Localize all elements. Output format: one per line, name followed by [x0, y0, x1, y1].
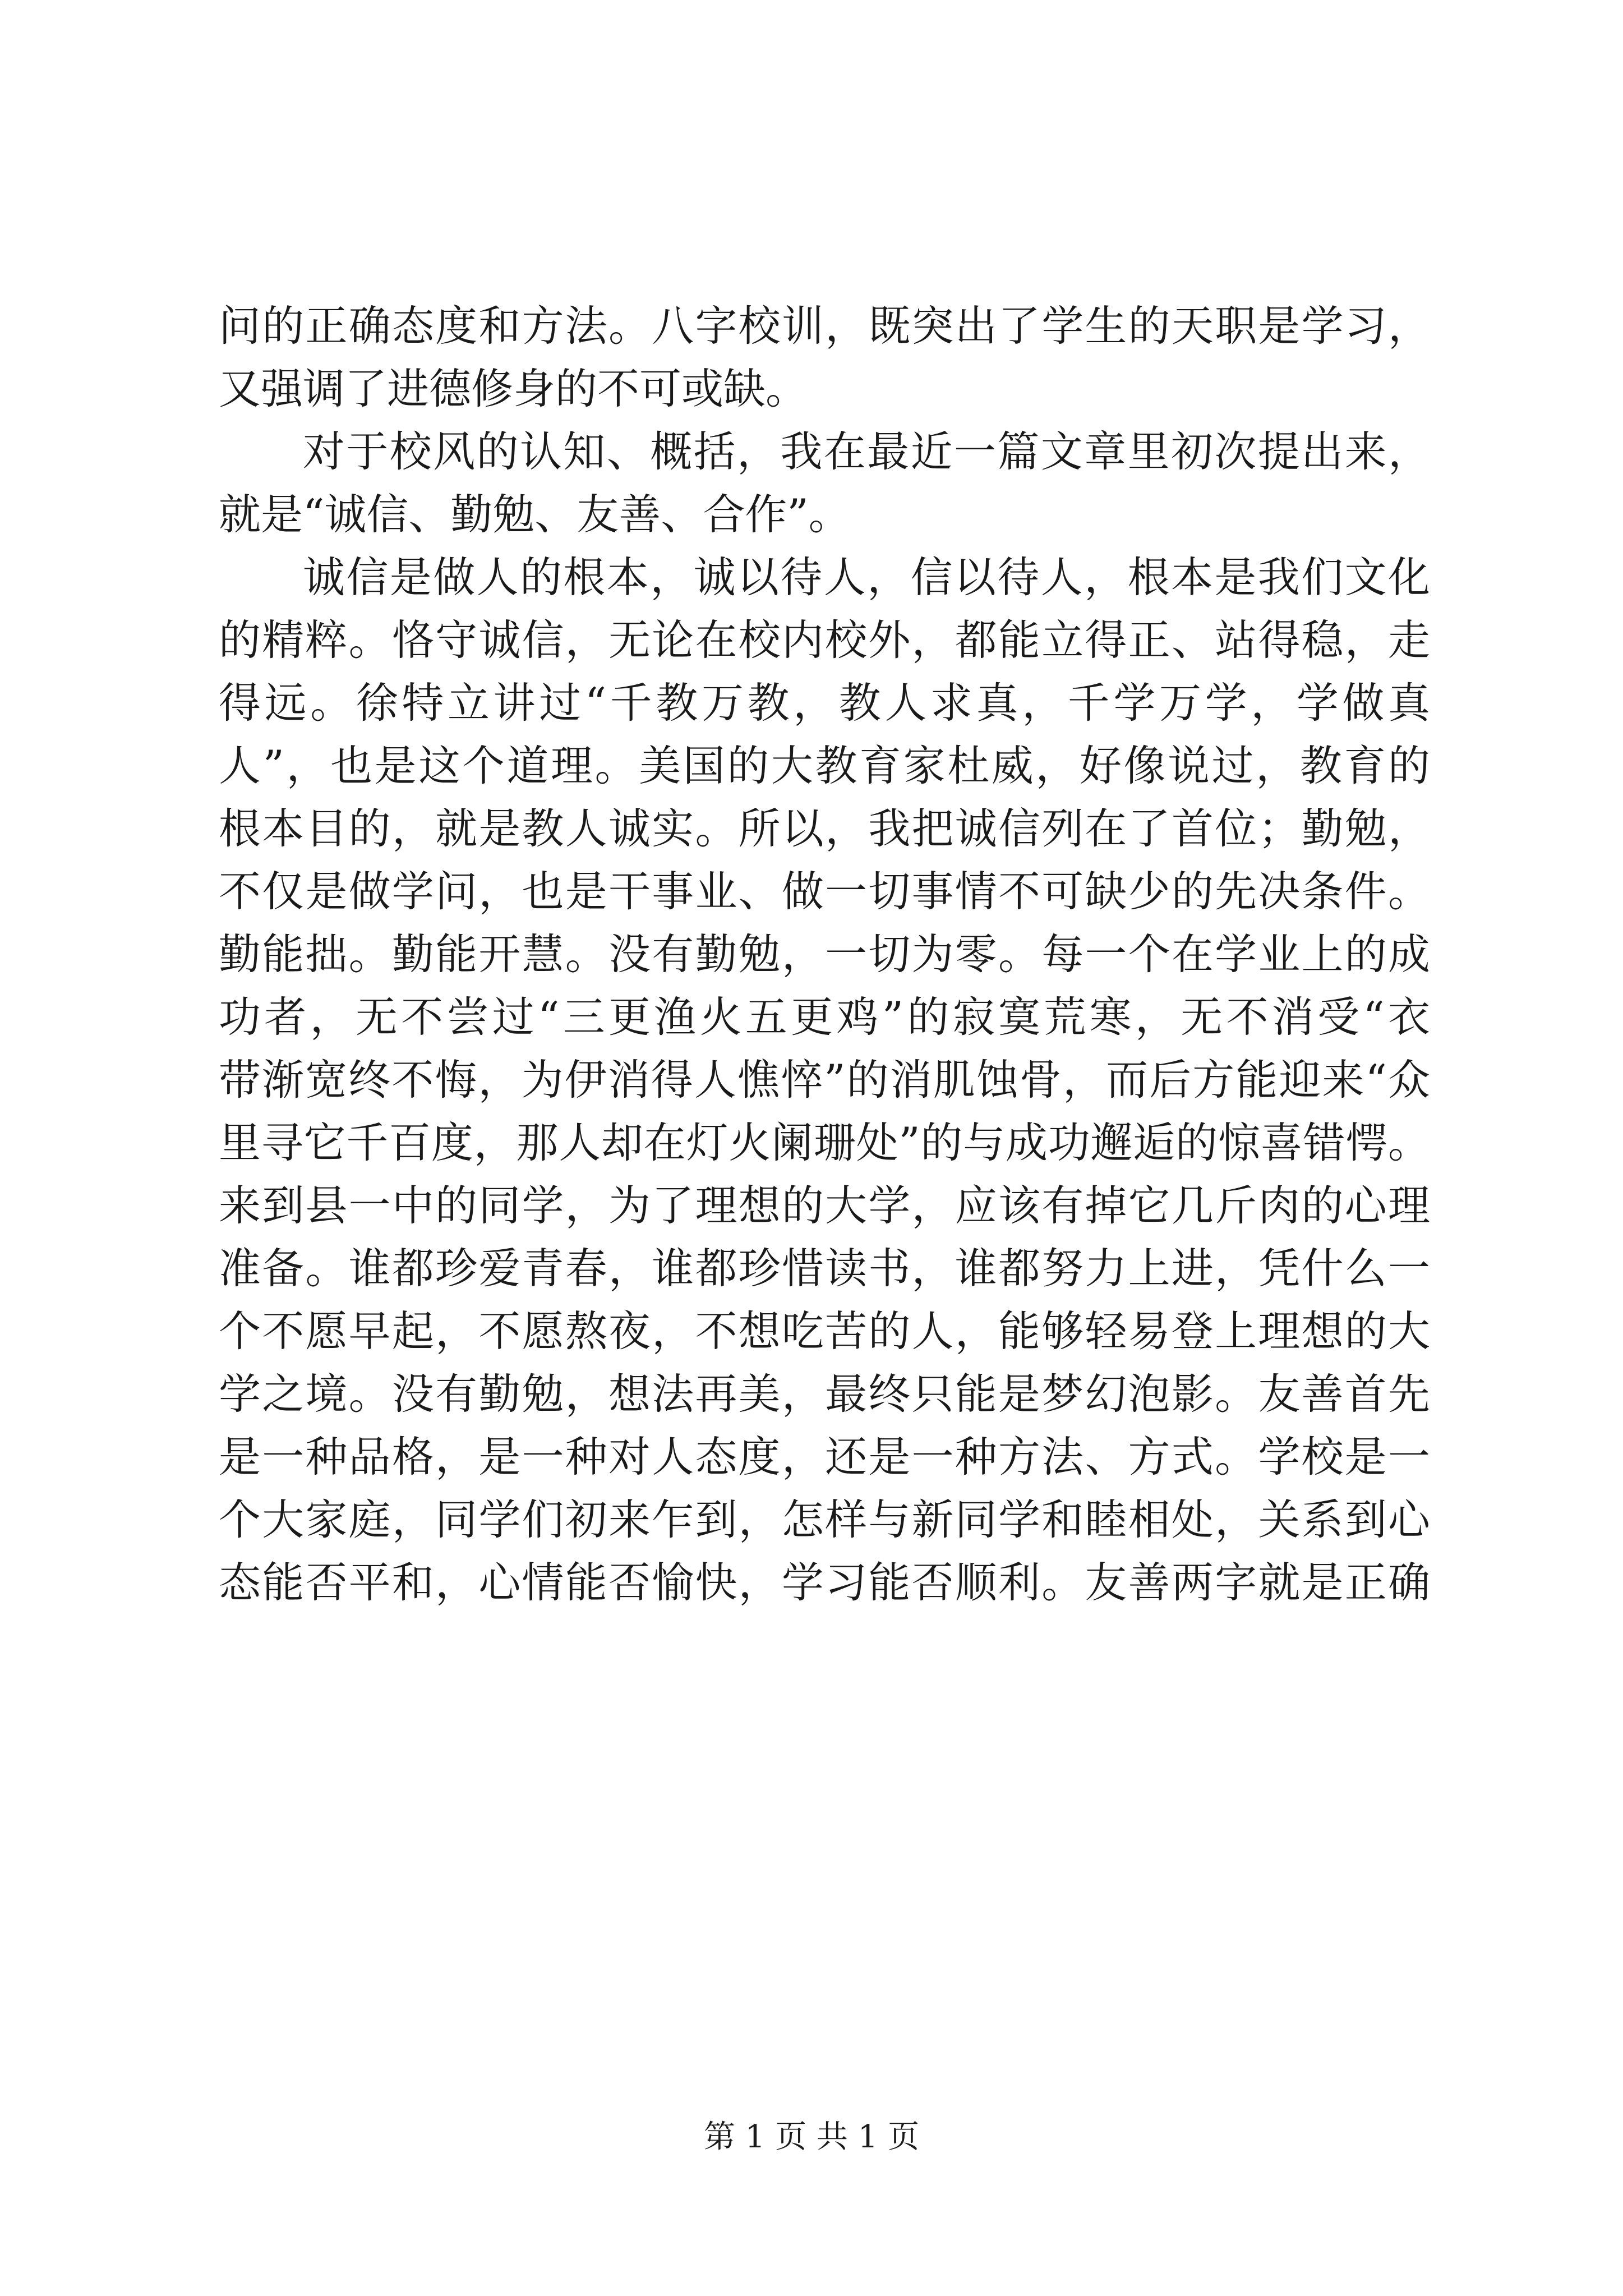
text-line: 对于校风的认知、概括，我在最近一篇文章里初次提出来， — [303, 427, 1430, 476]
text-line: 带渐宽终不悔，为伊消得人憔悴”的消肌蚀骨，而后方能迎来“众 — [219, 1055, 1430, 1105]
text-line: 态能否平和，心情能否愉快，学习能否顺利。友善两字就是正确 — [219, 1558, 1430, 1607]
text-line: 不仅是做学问，也是干事业、做一切事情不可缺少的先决条件。 — [219, 867, 1430, 916]
text-line: 勤能拙。勤能开慧。没有勤勉，一切为零。每一个在学业上的成 — [219, 930, 1430, 979]
text-line: 个大家庭，同学们初来乍到，怎样与新同学和睦相处，关系到心 — [219, 1495, 1430, 1544]
text-line: 的精粹。恪守诚信，无论在校内校外，都能立得正、站得稳，走 — [219, 615, 1430, 665]
text-line: 功者，无不尝过“三更渔火五更鸡”的寂寞荒寒，无不消受“衣 — [219, 992, 1430, 1042]
page-footer: 第 1 页 共 1 页 — [703, 2119, 920, 2155]
text-line: 得远。徐特立讲过“千教万教，教人求真，千学万学，学做真 — [219, 678, 1430, 728]
text-line: 就是“诚信、勤勉、友善、合作”。 — [219, 490, 851, 539]
text-line: 又强调了进德修身的不可或缺。 — [219, 364, 808, 413]
text-line: 是一种品格，是一种对人态度，还是一种方法、方式。学校是一 — [219, 1432, 1430, 1481]
text-line: 问的正确态度和方法。八字校训，既突出了学生的天职是学习， — [219, 301, 1430, 351]
text-line: 学之境。没有勤勉，想法再美，最终只能是梦幻泡影。友善首先 — [219, 1369, 1430, 1419]
text-line: 根本目的，就是教人诚实。所以，我把诚信列在了首位；勤勉， — [219, 804, 1430, 853]
text-line: 里寻它千百度，那人却在灯火阑珊处”的与成功邂逅的惊喜错愕。 — [219, 1118, 1430, 1167]
text-line: 人”，也是这个道理。美国的大教育家杜威，好像说过，教育的 — [219, 741, 1430, 790]
text-line: 诚信是做人的根本，诚以待人，信以待人，根本是我们文化 — [303, 553, 1430, 602]
text-line: 准备。谁都珍爱青春，谁都珍惜读书，谁都努力上进，凭什么一 — [219, 1244, 1430, 1293]
text-line: 个不愿早起，不愿熬夜，不想吃苦的人，能够轻易登上理想的大 — [219, 1306, 1430, 1356]
body-text — [219, 295, 1430, 1614]
text-line: 来到县一中的同学，为了理想的大学，应该有掉它几斤肉的心理 — [219, 1181, 1430, 1230]
